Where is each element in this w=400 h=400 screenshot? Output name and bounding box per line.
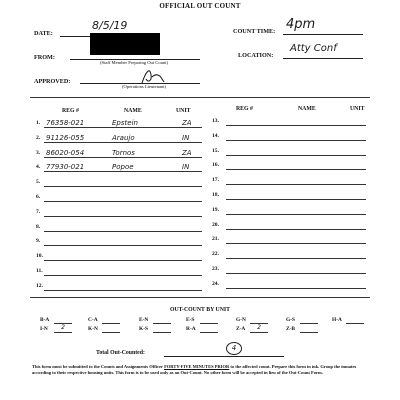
left-reg-header: REG # <box>62 108 79 114</box>
approved-label: APPROVED: <box>34 78 71 85</box>
unit-line <box>200 332 218 333</box>
row-number: 5. <box>36 179 41 186</box>
unit-label: C-A <box>88 317 98 323</box>
row-number: 21. <box>212 236 219 243</box>
count-time-value[interactable]: 4pm <box>286 17 316 32</box>
left-name-header: NAME <box>124 108 142 114</box>
unit-line <box>346 323 364 324</box>
row-number: 1. <box>36 120 41 126</box>
row-line <box>44 157 202 158</box>
row-number: 20. <box>212 221 219 228</box>
row-line <box>226 140 366 141</box>
left-unit-header: UNIT <box>176 108 191 114</box>
row-line <box>226 229 366 230</box>
row-number: 11. <box>36 268 43 274</box>
date-label: DATE: <box>34 30 53 37</box>
row-line <box>226 199 366 200</box>
row-line <box>226 169 366 170</box>
table-separator <box>30 297 370 298</box>
location-label: LOCATION: <box>238 52 274 59</box>
count-time-label: COUNT TIME: <box>233 28 276 35</box>
location-value[interactable]: Atty Conf <box>290 43 337 54</box>
row-line <box>44 142 202 143</box>
row-line <box>44 186 202 187</box>
units-title: OUT-COUNT BY UNIT <box>169 307 231 313</box>
row-line <box>44 127 202 128</box>
row-reg-number[interactable]: 77930-021 <box>46 163 85 172</box>
row-number: 3. <box>36 149 41 156</box>
from-label: FROM: <box>34 54 55 61</box>
unit-label: B-A <box>40 317 50 323</box>
row-number: 10. <box>36 253 43 260</box>
unit-line <box>102 332 120 333</box>
row-name[interactable]: Epstein <box>112 119 138 127</box>
row-number: 24. <box>212 280 219 287</box>
location-line <box>283 58 363 59</box>
date-value[interactable]: 8/5/19 <box>92 19 128 32</box>
signature-mark <box>138 67 168 85</box>
row-reg-number[interactable]: 86020-054 <box>46 148 85 157</box>
row-unit[interactable]: IN <box>182 163 190 172</box>
total-value[interactable]: 4 <box>226 342 242 355</box>
row-unit[interactable]: IN <box>182 133 190 142</box>
row-line <box>226 243 366 244</box>
row-name[interactable]: Araujo <box>112 133 135 142</box>
redaction-block <box>90 33 160 55</box>
row-number: 19. <box>212 206 219 213</box>
row-number: 15. <box>212 147 219 154</box>
row-number: 22. <box>212 251 219 258</box>
row-line <box>44 216 202 217</box>
right-name-header: NAME <box>298 106 316 112</box>
unit-label: I-N <box>40 326 48 332</box>
unit-label: K-S <box>139 326 148 332</box>
unit-label: G-N <box>236 317 246 323</box>
row-number: 6. <box>36 194 41 200</box>
row-line <box>226 288 366 289</box>
row-name[interactable]: Popoe <box>112 163 134 172</box>
row-line <box>44 231 202 232</box>
row-reg-number[interactable]: 76358-021 <box>46 119 85 127</box>
unit-label: E-N <box>139 317 149 323</box>
row-number: 12. <box>36 282 43 289</box>
row-line <box>226 273 366 274</box>
unit-line <box>153 332 171 333</box>
approved-sub-label: (Operations Lieutenant) <box>122 84 167 89</box>
row-number: 14. <box>212 132 219 139</box>
row-line <box>226 184 366 185</box>
row-number: 17. <box>212 177 219 184</box>
unit-line <box>102 323 120 324</box>
row-number: 4. <box>36 164 41 171</box>
unit-label: Z-B <box>286 326 295 332</box>
footer-text-b: to the affected count. Prepare this form in ink. Group the inmates according to their respective housing units. This form is to be used only as an Out-Count. No other form will be accepted in lieu of the Out-Count Form. <box>32 364 357 375</box>
row-line <box>44 245 202 246</box>
row-name[interactable]: Tornos <box>112 148 135 157</box>
unit-count[interactable]: 2 <box>61 324 65 331</box>
footer-instructions <box>32 364 372 376</box>
row-line <box>44 290 202 291</box>
row-line <box>226 258 366 259</box>
row-number: 18. <box>212 192 219 198</box>
row-line <box>226 155 366 156</box>
unit-label: H-A <box>332 317 342 323</box>
row-line <box>44 201 202 202</box>
unit-line <box>300 323 318 324</box>
unit-label: Z-A <box>236 326 246 332</box>
header-separator <box>30 97 370 98</box>
row-number: 23. <box>212 266 219 272</box>
footer-text-a: This form must be submitted to the Counts and Assignments Officer <box>32 364 165 369</box>
unit-line <box>250 332 268 333</box>
unit-line <box>153 323 171 324</box>
unit-count[interactable]: 2 <box>257 324 261 331</box>
right-reg-header: REG # <box>236 106 253 112</box>
from-sub-label: (Staff Member Preparing Out Count) <box>100 60 169 65</box>
unit-label: K-N <box>88 326 98 332</box>
unit-label: G-S <box>286 317 295 323</box>
row-line <box>44 171 202 172</box>
row-number: 16. <box>212 162 219 169</box>
row-line <box>44 260 202 261</box>
unit-label: E-S <box>186 317 195 323</box>
total-line <box>164 356 284 357</box>
row-number: 7. <box>36 208 41 215</box>
row-number: 9. <box>36 238 41 245</box>
count-time-line <box>283 34 363 35</box>
row-number: 8. <box>36 223 41 230</box>
form-title: OFFICIAL OUT COUNT <box>159 2 241 10</box>
row-line <box>226 125 366 126</box>
unit-line <box>300 332 318 333</box>
total-label: Total Out-Counted: <box>96 350 145 356</box>
row-line <box>44 275 202 276</box>
row-unit[interactable]: ZA <box>182 148 192 157</box>
row-reg-number[interactable]: 91126-055 <box>46 133 85 142</box>
row-number: 13. <box>212 118 219 124</box>
right-unit-header: UNIT <box>350 106 365 112</box>
row-line <box>226 214 366 215</box>
row-unit[interactable]: ZA <box>182 119 192 127</box>
unit-line <box>54 332 72 333</box>
unit-label: R-A <box>186 326 196 332</box>
footer-emphasis: FORTY-FIVE MINUTES PRIOR <box>164 364 230 369</box>
row-number: 2. <box>36 134 41 141</box>
unit-line <box>200 323 218 324</box>
